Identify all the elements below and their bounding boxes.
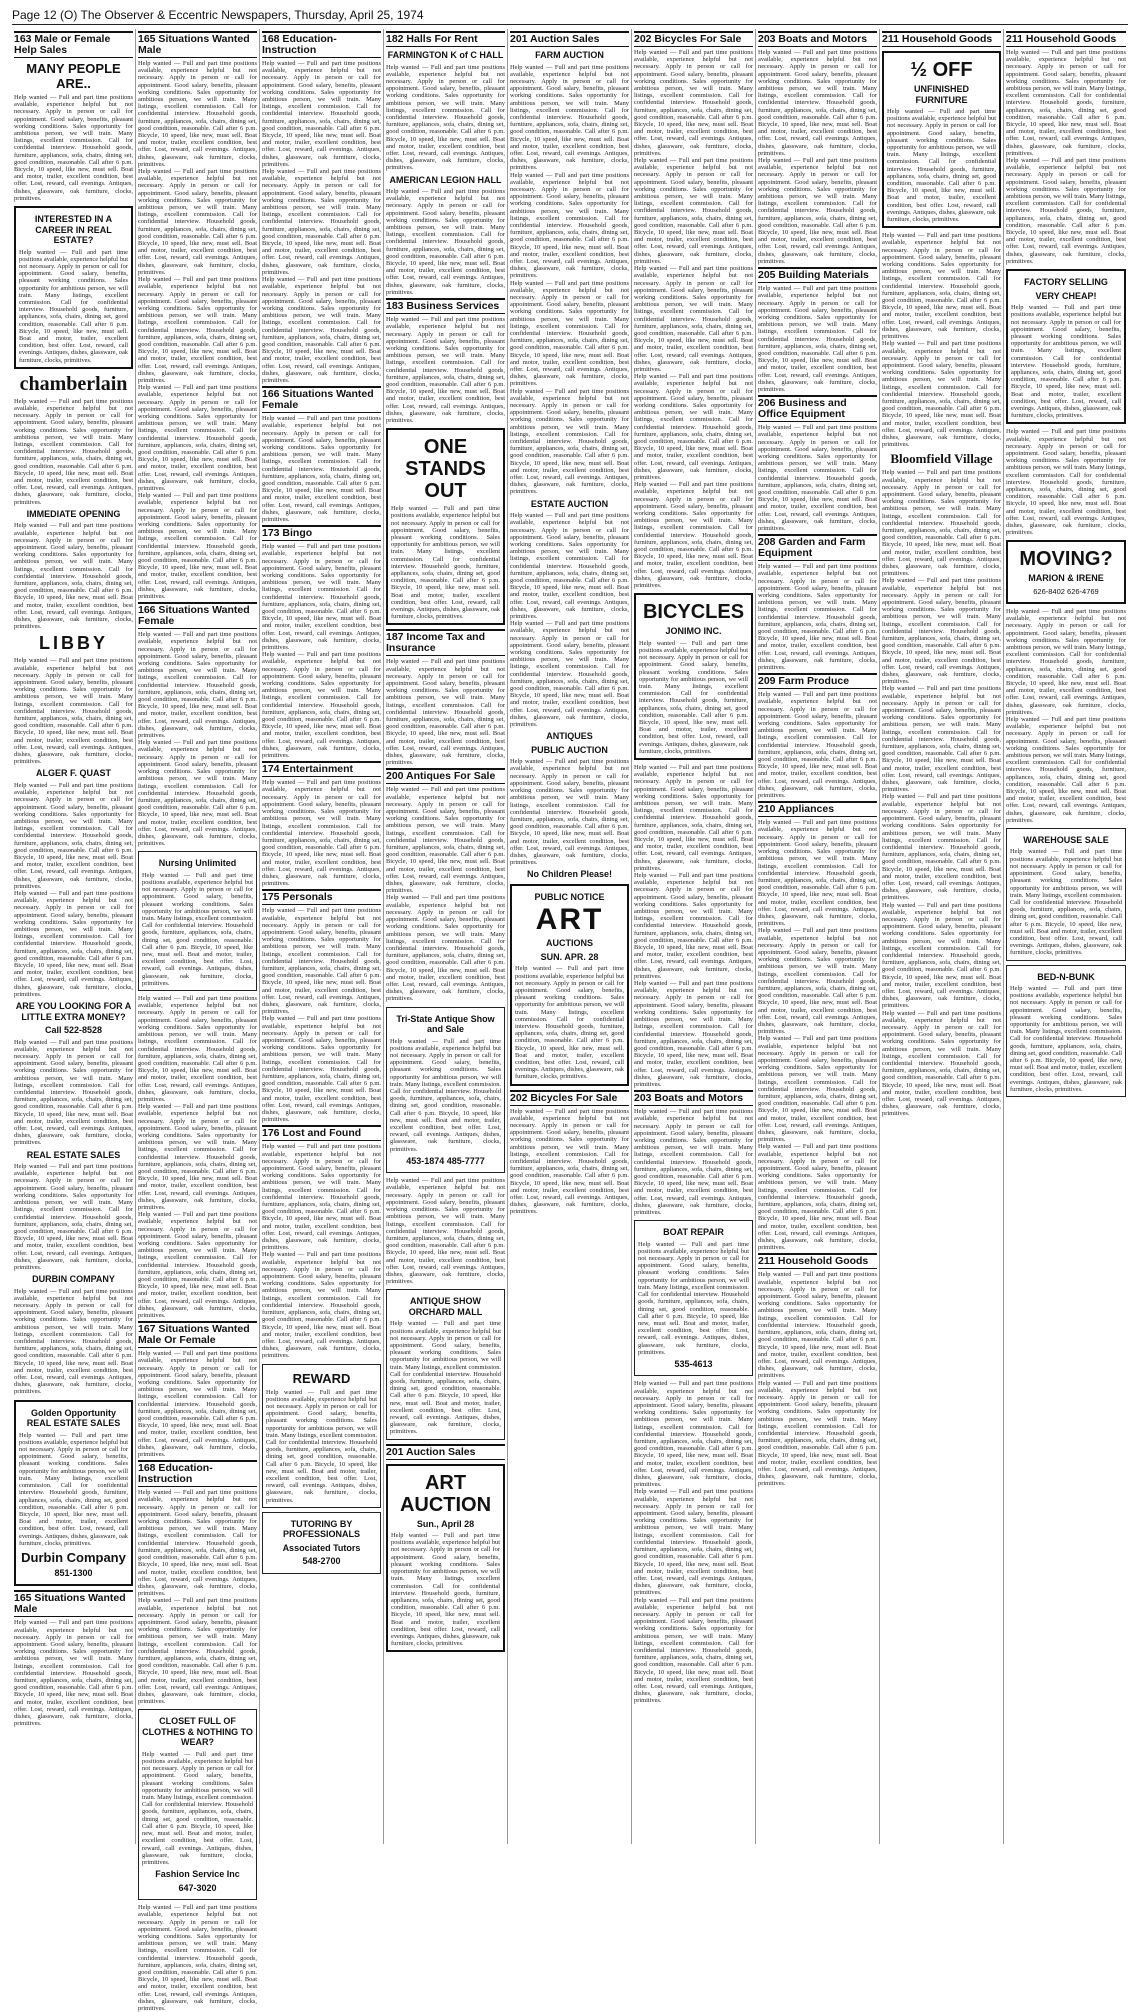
ad-body: Help wanted — Full and part time positions available, experience helpful but not necessary. Apply in person or call for appointment. Good salary, benefits, pleasant working conditions. Sales opportunity for ambitious person, we will train. Many listings, excellent commission. Call for confidential interview. Household goods, furniture, appliances, sofa, chairs, dining set, good condition, reasonable. Call after 6 p.m. Bicycle, 10 speed, like new, must sell. Boat and motor, trailer, excellent condition, best offer. Lost, reward, call evenings. Antiques, dishes, glassware, oak furniture, clocks, primitives.: [515, 965, 624, 1081]
ad-body: Help wanted — Full and part time positions available, experience helpful but not necessary. Apply in person or call for appointment. Good salary, benefits, pleasant working conditions. Sales opportunity for ambitious person, we will train. Many listings, excellent commission. Call for confidential interview. Household goods, furniture, appliances, sofa, chairs, dining set, good condition, reasonable. Call after 6 p.m. Bicycle, 10 speed, like new, must sell. Boat and motor, trailer, excellent condition, best offer. Lost, reward, call evenings. Antiques, dishes, glassware, oak furniture, clocks, primitives.: [758, 563, 877, 672]
ad-body: Help wanted — Full and part time positions available, experience helpful but not necessary. Apply in person or call for appointment. Good salary, benefits, pleasant working conditions. Sales opportunity for ambitious person, we will train. Many listings, excellent commission. Call for confidential interview. Household goods, furniture, appliances, sofa, chairs, dining set, good condition, reasonable. Call after 6 p.m. Bicycle, 10 speed, like new, must sell. Boat and motor, trailer, excellent condition, best offer. Lost, reward, call evenings. Antiques, dishes, glassware, oak furniture, clocks, primitives.: [510, 387, 629, 496]
ad-body: Help wanted — Full and part time positions available, experience helpful but not necessary. Apply in person or call for appointment. Good salary, benefits, pleasant working conditions. Sales opportunity for ambitious person, we will train. Many listings, excellent commission. Call for confidential interview. Household goods, furniture, appliances, sofa, chairs, dining set, good condition, reasonable. Call after 6 p.m. Bicycle, 10 speed, like new, must sell. Boat and motor, trailer, excellent condition, best offer. Lost, reward, call evenings. Antiques, dishes, glassware, oak furniture, clocks, primitives.: [634, 980, 753, 1088]
ad-body: Help wanted — Full and part time positions available, experience helpful but not necessary. Apply in person or call for appointment. Good salary, benefits, pleasant working conditions. Sales opportunity for ambitious person, we will train. Many listings, excellent commission. Call for confidential interview. Household goods, furniture, appliances, sofa, chairs, dining set, good condition, reasonable. Call after 6 p.m. Bicycle, 10 speed, like new, must sell. Boat and motor, trailer, excellent condition, best offer. Lost, reward, call evenings. Antiques, dishes, glassware, oak furniture, clocks, primitives.: [634, 157, 753, 265]
column-8: [880, 29, 1004, 1844]
ad-headline: CLOSET FULL OF CLOTHES & NOTHING TO WEAR?: [142, 1716, 253, 1748]
section-heading: 211 Household Goods: [882, 31, 1001, 47]
ad-phone: 548-2700: [302, 1556, 341, 1567]
ad-headline: ESTATE AUCTION: [530, 498, 609, 509]
ad-phone: Call 522-8528: [44, 1025, 103, 1036]
ad-phone: 535-4613: [674, 1358, 713, 1369]
ad-body: Help wanted — Full and part time positions available, experience helpful but not necessary. Apply in person or call for appointment. Good salary, benefits, pleasant working conditions. Sales opportunity for ambitious person, we will train. Many listings, excellent commission. Call for confidential interview. Household goods, furniture, appliances, sofa, chairs, dining set, good condition, reasonable. Call after 6 p.m. Bicycle, 10 speed, like new, must sell. Boat and motor, trailer, excellent condition, best offer. Lost, reward, call evenings. Antiques, dishes, glassware, oak furniture, clocks, primitives.: [882, 793, 1001, 902]
ad-headline: ONE STANDS OUT: [405, 436, 486, 503]
section-heading: 183 Business Services: [386, 298, 505, 314]
section-heading: 165 Situations Wanted Male: [138, 31, 257, 58]
ad-headline: REAL ESTATE SALES: [26, 1149, 121, 1160]
ad-headline: Tri-State Antique Show and Sale: [396, 1013, 495, 1035]
ad-body: Help wanted — Full and part time positions available, experience helpful but not necessary. Apply in person or call for appointment. Good salary, benefits, pleasant working conditions. Sales opportunity for ambitious person, we will train. Many listings, excellent commission. Call for confidential interview. Household goods, furniture, appliances, sofa, chairs, dining set, good condition, reasonable. Call after 6 p.m. Bicycle, 10 speed, like new, must sell. Boat and motor, trailer, excellent condition, best offer. Lost, reward, call evenings. Antiques, dishes, glassware, oak furniture, clocks, primitives.: [138, 739, 257, 848]
ad-body: Help wanted — Full and part time positions available, experience helpful but not necessary. Apply in person or call for appointment. Good salary, benefits, pleasant working conditions. Sales opportunity for ambitious person, we will train. Many listings, excellent commission. Call for confidential interview. Household goods, furniture, appliances, sofa, chairs, dining set, good condition, reasonable. Call after 6 p.m. Bicycle, 10 speed, like new, must sell. Boat and motor, trailer, excellent condition, best offer. Lost, reward, call evenings. Antiques, dishes, glassware, oak furniture, clocks, primitives.: [882, 469, 1001, 578]
ad-headline: IMMEDIATE OPENING: [26, 508, 121, 519]
column-1: [12, 29, 136, 1844]
ad-body: Help wanted — Full and part time positions available, experience helpful but not necessary. Apply in person or call for appointment. Good salary, benefits, pleasant working conditions. Sales opportunity for ambitious person, we will train. Many listings, excellent commission. Call for confidential interview. Household goods, furniture, appliances, sofa, chairs, dining set, good condition, reasonable. Call after 6 p.m. Bicycle, 10 speed, like new, must sell. Boat and motor, trailer, excellent condition, best offer. Lost, reward, call evenings. Antiques, dishes, glassware, oak furniture, clocks, primitives.: [510, 620, 629, 729]
ad-body: Help wanted — Full and part time positions available, experience helpful but not necessary. Apply in person or call for appointment. Good salary, benefits, pleasant working conditions. Sales opportunity for ambitious person, we will train. Many listings, excellent commission. Call for confidential interview. Household goods, furniture, appliances, sofa, chairs, dining set, good condition, reasonable. Call after 6 p.m. Bicycle, 10 speed, like new, must sell. Boat and motor, trailer, excellent condition, best offer. Lost, reward, call evenings. Antiques, dishes, glassware, oak furniture, clocks, primitives.: [758, 157, 877, 265]
ad-body: Help wanted — Full and part time positions available, experience helpful but not necessary. Apply in person or call for appointment. Good salary, benefits, pleasant working conditions. Sales opportunity for ambitious person, we will train. Many listings, excellent commission. Call for confidential interview. Household goods, furniture, appliances, sofa, chairs, dining set, good condition, reasonable. Call after 6 p.m. Bicycle, 10 speed, like new, must sell. Boat and motor, trailer, excellent condition, best offer. Lost, reward, call evenings. Antiques, dishes, glassware, oak furniture, clocks, primitives.: [14, 1038, 133, 1147]
newspaper-page: [12, 8, 1128, 2012]
ad-headline: No Children Please!: [526, 869, 613, 880]
ad-headline: FACTORY SELLING: [1024, 277, 1108, 288]
ad-body: Help wanted — Full and part time positions available, experience helpful but not necessary. Apply in person or call for appointment. Good salary, benefits, pleasant working conditions. Sales opportunity for ambitious person, we will train. Many listings, excellent commission. Call for confidential interview. Household goods, furniture, appliances, sofa, chairs, dining set, good condition, reasonable. Call after 6 p.m. Bicycle, 10 speed, like new, must sell. Boat and motor, trailer, excellent condition, best offer. Lost, reward, call evenings. Antiques, dishes, glassware, oak furniture, clocks, primitives.: [758, 424, 877, 532]
ad-body: Help wanted — Full and part time positions available, experience helpful but not necessary. Apply in person or call for appointment. Good salary, benefits, pleasant working conditions. Sales opportunity for ambitious person, we will train. Many listings, excellent commission. Call for confidential interview. Household goods, furniture, appliances, sofa, chairs, dining set, good condition, reasonable. Call after 6 p.m. Bicycle, 10 speed, like new, must sell. Boat and motor, trailer, excellent condition, best offer. Lost, reward, call evenings. Antiques, dishes, glassware, oak furniture, clocks, primitives.: [1006, 715, 1126, 824]
ad-body: Help wanted — Full and part time positions available, experience helpful but not necessary. Apply in person or call for appointment. Good salary, benefits, pleasant working conditions. Sales opportunity for ambitious person, we will train. Many listings, excellent commission. Call for confidential interview. Household goods, furniture, appliances, sofa, chairs, dining set, good condition, reasonable. Call after 6 p.m. Bicycle, 10 speed, like new, must sell. Boat and motor, trailer, excellent condition, best offer. Lost, reward, call evenings. Antiques, dishes, glassware, oak furniture, clocks, primitives.: [262, 168, 381, 276]
ad-body: Help wanted — Full and part time positions available, experience helpful but not necessary. Apply in person or call for appointment. Good salary, benefits, pleasant working conditions. Sales opportunity for ambitious person, we will train. Many listings, excellent commission. Call for confidential interview. Household goods, furniture, appliances, sofa, chairs, dining set, good condition, reasonable. Call after 6 p.m. Bicycle, 10 speed, like new, must sell. Boat and motor, trailer, excellent condition, best offer. Lost, reward, call evenings. Antiques, dishes, glassware, oak furniture, clocks, primitives.: [14, 657, 133, 766]
ad-body: Help wanted — Full and part time positions available, experience helpful but not necessary. Apply in person or call for appointment. Good salary, benefits, pleasant working conditions. Sales opportunity for ambitious person, we will train. Many listings, excellent commission. Call for confidential interview. Household goods, furniture, appliances, sofa, chairs, dining set, good condition, reasonable. Call after 6 p.m. Bicycle, 10 speed, like new, must sell. Boat and motor, trailer, excellent condition, best offer. Lost, reward, call evenings. Antiques, dishes, glassware, oak furniture, clocks, primitives.: [510, 1107, 629, 1216]
section-heading: 182 Halls For Rent: [386, 31, 505, 47]
ad-headline: AMERICAN LEGION HALL: [389, 174, 502, 185]
ad-body: Help wanted — Full and part time positions available, experience helpful but not necessary. Apply in person or call for appointment. Good salary, benefits, pleasant working conditions. Sales opportunity for ambitious person, we will train. Many listings, excellent commission. Call for confidential interview. Household goods, furniture, appliances, sofa, chairs, dining set, good condition, reasonable. Call after 6 p.m. Bicycle, 10 speed, like new, must sell. Boat and motor, trailer, excellent condition, best offer. Lost, reward, call evenings. Antiques, dishes, glassware, oak furniture, clocks, primitives.: [510, 512, 629, 621]
ad-body: Help wanted — Full and part time positions available, experience helpful but not necessary. Apply in person or call for appointment. Good salary, benefits, pleasant working conditions. Sales opportunity for ambitious person, we will train. Many listings, excellent commission. Call for confidential interview. Household goods, furniture, appliances, sofa, chairs, dining set, good condition, reasonable. Call after 6 p.m. Bicycle, 10 speed, like new, must sell. Boat and motor, trailer, excellent condition, best offer. Lost, reward, call evenings. Antiques, dishes, glassware, oak furniture, clocks, primitives.: [1006, 428, 1126, 537]
ad-body: Help wanted — Full and part time positions available, experience helpful but not necessary. Apply in person or call for appointment. Good salary, benefits, pleasant working conditions. Sales opportunity for ambitious person, we will train. Many listings, excellent commission. Call for confidential interview. Household goods, furniture, appliances, sofa, chairs, dining set, good condition, reasonable. Call after 6 p.m. Bicycle, 10 speed, like new, must sell. Boat and motor, trailer, excellent condition, best offer. Lost, reward, call evenings. Antiques, dishes, glassware, oak furniture, clocks, primitives.: [634, 1488, 753, 1597]
ad-body: Help wanted — Full and part time positions available, experience helpful but not necessary. Apply in person or call for appointment. Good salary, benefits, pleasant working conditions. Sales opportunity for ambitious person, we will train. Many listings, excellent commission. Call for confidential interview. Household goods, furniture, appliances, sofa, chairs, dining set, good condition, reasonable. Call after 6 p.m. Bicycle, 10 speed, like new, must sell. Boat and motor, trailer, excellent condition, best offer. Lost, reward, call evenings. Antiques, dishes, glassware, oak furniture, clocks, primitives.: [386, 894, 505, 1003]
ad-headline: DURBIN COMPANY: [32, 1274, 115, 1285]
ad-body: Help wanted — Full and part time positions available, experience helpful but not necessary. Apply in person or call for appointment. Good salary, benefits, pleasant working conditions. Sales opportunity for ambitious person, we will train. Many listings, excellent commission. Call for confidential interview. Household goods, furniture, appliances, sofa, chairs, dining set, good condition, reasonable. Call after 6 p.m. Bicycle, 10 speed, like new, must sell. Boat and motor, trailer, excellent condition, best offer. Lost, reward, call evenings. Antiques, dishes, glassware, oak furniture, clocks, primitives.: [1006, 157, 1126, 265]
ad-body: Help wanted — Full and part time positions available, experience helpful but not necessary. Apply in person or call for appointment. Good salary, benefits, pleasant working conditions. Sales opportunity for ambitious person, we will train. Many listings, excellent commission. Call for confidential interview. Household goods, furniture, appliances, sofa, chairs, dining set, good condition, reasonable. Call after 6 p.m. Bicycle, 10 speed, like new, must sell. Boat and motor, trailer, excellent condition, best offer. Lost, reward, call evenings. Antiques, dishes, glassware, oak furniture, clocks, primitives.: [142, 871, 253, 987]
page-header: Page 12 (O) The Observer & Eccentric Newspapers, Thursday, April 25, 1974: [12, 8, 1128, 25]
ad-body: Help wanted — Full and part time positions available, experience helpful but not necessary. Apply in person or call for appointment. Good salary, benefits, pleasant working conditions. Sales opportunity for ambitious person, we will train. Many listings, excellent commission. Call for confidential interview. Household goods, furniture, appliances, sofa, chairs, dining set, good condition, reasonable. Call after 6 p.m. Bicycle, 10 speed, like new, must sell. Boat and motor, trailer, excellent condition, best offer. Lost, reward, call evenings. Antiques, dishes, glassware, oak furniture, clocks, primitives.: [262, 907, 381, 1016]
section-heading: 203 Boats and Motors: [634, 1090, 753, 1106]
ad-body: Help wanted — Full and part time positions available, experience helpful but not necessary. Apply in person or call for appointment. Good salary, benefits, pleasant working conditions. Sales opportunity for ambitious person, we will train. Many listings, excellent commission. Call for confidential interview. Household goods, furniture, appliances, sofa, chairs, dining set, good condition, reasonable. Call after 6 p.m. Bicycle, 10 speed, like new, must sell. Boat and motor, trailer, excellent condition, best offer. Lost, reward, call evenings. Antiques, dishes, glassware, oak furniture, clocks, primitives.: [634, 373, 753, 481]
ad-body: Help wanted — Full and part time positions available, experience helpful but not necessary. Apply in person or call for appointment. Good salary, benefits, pleasant working conditions. Sales opportunity for ambitious person, we will train. Many listings, excellent commission. Call for confidential interview. Household goods, furniture, appliances, sofa, chairs, dining set, good condition, reasonable. Call after 6 p.m. Bicycle, 10 speed, like new, must sell. Boat and motor, trailer, excellent condition, best offer. Lost, reward, call evenings. Antiques, dishes, glassware, oak furniture, clocks, primitives.: [266, 1388, 377, 1504]
ad-body: Help wanted — Full and part time positions available, experience helpful but not necessary. Apply in person or call for appointment. Good salary, benefits, pleasant working conditions. Sales opportunity for ambitious person, we will train. Many listings, excellent commission. Call for confidential interview. Household goods, furniture, appliances, sofa, chairs, dining set, good condition, reasonable. Call after 6 p.m. Bicycle, 10 speed, like new, must sell. Boat and motor, trailer, excellent condition, best offer. Lost, reward, call evenings. Antiques, dishes, glassware, oak furniture, clocks, primitives.: [758, 1271, 877, 1380]
ad-body: Help wanted — Full and part time positions available, experience helpful but not necessary. Apply in person or call for appointment. Good salary, benefits, pleasant working conditions. Sales opportunity for ambitious person, we will train. Many listings, excellent commission. Call for confidential interview. Household goods, furniture, appliances, sofa, chairs, dining set, good condition, reasonable. Call after 6 p.m. Bicycle, 10 speed, like new, must sell. Boat and motor, trailer, excellent condition, best offer. Lost, reward, call evenings. Antiques, dishes, glassware, oak furniture, clocks, primitives.: [758, 1379, 877, 1488]
ad-body: Help wanted — Full and part time positions available, experience helpful but not necessary. Apply in person or call for appointment. Good salary, benefits, pleasant working conditions. Sales opportunity for ambitious person, we will train. Many listings, excellent commission. Call for confidential interview. Household goods, furniture, appliances, sofa, chairs, dining set, good condition, reasonable. Call after 6 p.m. Bicycle, 10 speed, like new, must sell. Boat and motor, trailer, excellent condition, best offer. Lost, reward, call evenings. Antiques, dishes, glassware, oak furniture, clocks, primitives.: [138, 60, 257, 168]
ad-body: Help wanted — Full and part time positions available, experience helpful but not necessary. Apply in person or call for appointment. Good salary, benefits, pleasant working conditions. Sales opportunity for ambitious person, we will train. Many listings, excellent commission. Call for confidential interview. Household goods, furniture, appliances, sofa, chairs, dining set, good condition, reasonable. Call after 6 p.m. Bicycle, 10 speed, like new, must sell. Boat and motor, trailer, excellent condition, best offer. Lost, reward, call evenings. Antiques, dishes, glassware, oak furniture, clocks, primitives.: [138, 631, 257, 740]
ad-body: Help wanted — Full and part time positions available, experience helpful but not necessary. Apply in person or call for appointment. Good salary, benefits, pleasant working conditions. Sales opportunity for ambitious person, we will train. Many listings, excellent commission. Call for confidential interview. Household goods, furniture, appliances, sofa, chairs, dining set, good condition, reasonable. Call after 6 p.m. Bicycle, 10 speed, like new, must sell. Boat and motor, trailer, excellent condition, best offer. Lost, reward, call evenings. Antiques, dishes, glassware, oak furniture, clocks, primitives.: [262, 651, 381, 760]
ad-body: Help wanted — Full and part time positions available, experience helpful but not necessary. Apply in person or call for appointment. Good salary, benefits, pleasant working conditions. Sales opportunity for ambitious person, we will train. Many listings, excellent commission. Call for confidential interview. Household goods, furniture, appliances, sofa, chairs, dining set, good condition, reasonable. Call after 6 p.m. Bicycle, 10 speed, like new, must sell. Boat and motor, trailer, excellent condition, best offer. Lost, reward, call evenings. Antiques, dishes, glassware, oak furniture, clocks, primitives.: [758, 819, 877, 928]
ad-body: Help wanted — Full and part time positions available, experience helpful but not necessary. Apply in person or call for appointment. Good salary, benefits, pleasant working conditions. Sales opportunity for ambitious person, we will train. Many listings, excellent commission. Call for confidential interview. Household goods, furniture, appliances, sofa, chairs, dining set, good condition, reasonable. Call after 6 p.m. Bicycle, 10 speed, like new, must sell. Boat and motor, trailer, excellent condition, best offer. Lost, reward, call evenings. Antiques, dishes, glassware, oak furniture, clocks, primitives.: [14, 889, 133, 998]
ad-body: Help wanted — Full and part time positions available, experience helpful but not necessary. Apply in person or call for appointment. Good salary, benefits, pleasant working conditions. Sales opportunity for ambitious person, we will train. Many listings, excellent commission. Call for confidential interview. Household goods, furniture, appliances, sofa, chairs, dining set, good condition, reasonable. Call after 6 p.m. Bicycle, 10 speed, like new, must sell. Boat and motor, trailer, excellent condition, best offer. Lost, reward, call evenings. Antiques, dishes, glassware, oak furniture, clocks, primitives.: [887, 108, 996, 224]
ad-body: Help wanted — Full and part time positions available, experience helpful but not necessary. Apply in person or call for appointment. Good salary, benefits, pleasant working conditions. Sales opportunity for ambitious person, we will train. Many listings, excellent commission. Call for confidential interview. Household goods, furniture, appliances, sofa, chairs, dining set, good condition, reasonable. Call after 6 p.m. Bicycle, 10 speed, like new, must sell. Boat and motor, trailer, excellent condition, best offer. Lost, reward, call evenings. Antiques, dishes, glassware, oak furniture, clocks, primitives.: [758, 285, 877, 393]
ad-phone: 626-8402 626-4769: [1033, 586, 1099, 596]
ad-headline: ALGER F. QUAST: [35, 768, 111, 779]
ad-body: Help wanted — Full and part time positions available, experience helpful but not necessary. Apply in person or call for appointment. Good salary, benefits, pleasant working conditions. Sales opportunity for ambitious person, we will train. Many listings, excellent commission. Call for confidential interview. Household goods, furniture, appliances, sofa, chairs, dining set, good condition, reasonable. Call after 6 p.m. Bicycle, 10 speed, like new, must sell. Boat and motor, trailer, excellent condition, best offer. Lost, reward, call evenings. Antiques, dishes, glassware, oak furniture, clocks, primitives.: [638, 1240, 749, 1356]
section-heading: 202 Bicycles For Sale: [634, 31, 753, 47]
ad-headline: JONIMO INC.: [665, 626, 722, 637]
ad-body: Help wanted — Full and part time positions available, experience helpful but not necessary. Apply in person or call for appointment. Good salary, benefits, pleasant working conditions. Sales opportunity for ambitious person, we will train. Many listings, excellent commission. Call for confidential interview. Household goods, furniture, appliances, sofa, chairs, dining set, good condition, reasonable. Call after 6 p.m. Bicycle, 10 speed, like new, must sell. Boat and motor, trailer, excellent condition, best offer. Lost, reward, call evenings. Antiques, dishes, glassware, oak furniture, clocks, primitives.: [634, 49, 753, 157]
ad-body: Help wanted — Full and part time positions available, experience helpful but not necessary. Apply in person or call for appointment. Good salary, benefits, pleasant working conditions. Sales opportunity for ambitious person, we will train. Many listings, excellent commission. Call for confidential interview. Household goods, furniture, appliances, sofa, chairs, dining set, good condition, reasonable. Call after 6 p.m. Bicycle, 10 speed, like new, must sell. Boat and motor, trailer, excellent condition, best offer. Lost, reward, call evenings. Antiques, dishes, glassware, oak furniture, clocks, primitives.: [14, 781, 133, 890]
ad-headline: PUBLIC AUCTION: [531, 744, 608, 755]
ad-body: Help wanted — Full and part time positions available, experience helpful but not necessary. Apply in person or call for appointment. Good salary, benefits, pleasant working conditions. Sales opportunity for ambitious person, we will train. Many listings, excellent commission. Call for confidential interview. Household goods, furniture, appliances, sofa, chairs, dining set, good condition, reasonable. Call after 6 p.m. Bicycle, 10 speed, like new, must sell. Boat and motor, trailer, excellent condition, best offer. Lost, reward, call evenings. Antiques, dishes, glassware, oak furniture, clocks, primitives.: [1010, 985, 1122, 1093]
section-heading: 165 Situations Wanted Male: [14, 1590, 133, 1617]
ad-body: Help wanted — Full and part time positions available, experience helpful but not necessary. Apply in person or call for appointment. Good salary, benefits, pleasant working conditions. Sales opportunity for ambitious person, we will train. Many listings, excellent commission. Call for confidential interview. Household goods, furniture, appliances, sofa, chairs, dining set, good condition, reasonable. Call after 6 p.m. Bicycle, 10 speed, like new, must sell. Boat and motor, trailer, excellent condition, best offer. Lost, reward, call evenings. Antiques, dishes, glassware, oak furniture, clocks, primitives.: [391, 1532, 500, 1648]
ad-body: Help wanted — Full and part time positions available, experience helpful but not necessary. Apply in person or call for appointment. Good salary, benefits, pleasant working conditions. Sales opportunity for ambitious person, we will train. Many listings, excellent commission. Call for confidential interview. Household goods, furniture, appliances, sofa, chairs, dining set, good condition, reasonable. Call after 6 p.m. Bicycle, 10 speed, like new, must sell. Boat and motor, trailer, excellent condition, best offer. Lost, reward, call evenings. Antiques, dishes, glassware, oak furniture, clocks, primitives.: [758, 49, 877, 157]
ad-body: Help wanted — Full and part time positions available, experience helpful but not necessary. Apply in person or call for appointment. Good salary, benefits, pleasant working conditions. Sales opportunity for ambitious person, we will train. Many listings, excellent commission. Call for confidential interview. Household goods, furniture, appliances, sofa, chairs, dining set, good condition, reasonable. Call after 6 p.m. Bicycle, 10 speed, like new, must sell. Boat and motor, trailer, excellent condition, best offer. Lost, reward, call evenings. Antiques, dishes, glassware, oak furniture, clocks, primitives.: [386, 316, 505, 424]
ad-body: Help wanted — Full and part time positions available, experience helpful but not necessary. Apply in person or call for appointment. Good salary, benefits, pleasant working conditions. Sales opportunity for ambitious person, we will train. Many listings, excellent commission. Call for confidential interview. Household goods, furniture, appliances, sofa, chairs, dining set, good condition, reasonable. Call after 6 p.m. Bicycle, 10 speed, like new, must sell. Boat and motor, trailer, excellent condition, best offer. Lost, reward, call evenings. Antiques, dishes, glassware, oak furniture, clocks, primitives.: [634, 265, 753, 373]
ad-phone: 647-3020: [178, 1882, 217, 1893]
ad-body: Help wanted — Full and part time positions available, experience helpful but not necessary. Apply in person or call for appointment. Good salary, benefits, pleasant working conditions. Sales opportunity for ambitious person, we will train. Many listings, excellent commission. Call for confidential interview. Household goods, furniture, appliances, sofa, chairs, dining set, good condition, reasonable. Call after 6 p.m. Bicycle, 10 speed, like new, must sell. Boat and motor, trailer, excellent condition, best offer. Lost, reward, call evenings. Antiques, dishes, glassware, oak furniture, clocks, primitives.: [138, 492, 257, 601]
ad-body: Help wanted — Full and part time positions available, experience helpful but not necessary. Apply in person or call for appointment. Good salary, benefits, pleasant working conditions. Sales opportunity for ambitious person, we will train. Many listings, excellent commission. Call for confidential interview. Household goods, furniture, appliances, sofa, chairs, dining set, good condition, reasonable. Call after 6 p.m. Bicycle, 10 speed, like new, must sell. Boat and motor, trailer, excellent condition, best offer. Lost, reward, call evenings. Antiques, dishes, glassware, oak furniture, clocks, primitives.: [634, 481, 753, 590]
section-heading: 168 Education-Instruction: [262, 31, 381, 58]
ad-headline: ANTIQUE SHOW ORCHARD MALL: [408, 1296, 483, 1317]
ad-body: Help wanted — Full and part time positions available, experience helpful but not necessary. Apply in person or call for appointment. Good salary, benefits, pleasant working conditions. Sales opportunity for ambitious person, we will train. Many listings, excellent commission. Call for confidential interview. Household goods, furniture, appliances, sofa, chairs, dining set, good condition, reasonable. Call after 6 p.m. Bicycle, 10 speed, like new, must sell. Boat and motor, trailer, excellent condition, best offer. Lost, reward, call evenings. Antiques, dishes, glassware, oak furniture, clocks, primitives.: [262, 276, 381, 384]
section-heading: 173 Bingo: [262, 525, 381, 541]
ad-headline: Nursing Unlimited: [158, 858, 237, 869]
section-heading: 205 Building Materials: [758, 267, 877, 283]
ad-body: Help wanted — Full and part time positions available, experience helpful but not necessary. Apply in person or call for appointment. Good salary, benefits, pleasant working conditions. Sales opportunity for ambitious person, we will train. Many listings, excellent commission. Call for confidential interview. Household goods, furniture, appliances, sofa, chairs, dining set, good condition, reasonable. Call after 6 p.m. Bicycle, 10 speed, like new, must sell. Boat and motor, trailer, excellent condition, best offer. Lost, reward, call evenings. Antiques, dishes, glassware, oak furniture, clocks, primitives.: [14, 1619, 133, 1728]
ad-headline: Durbin Company: [21, 1549, 126, 1565]
section-heading: 201 Auction Sales: [510, 31, 629, 47]
column-2: [136, 29, 260, 2012]
ad-body: Help wanted — Full and part time positions available, experience helpful but not necessary. Apply in person or call for appointment. Good salary, benefits, pleasant working conditions. Sales opportunity for ambitious person, we will train. Many listings, excellent commission. Call for confidential interview. Household goods, furniture, appliances, sofa, chairs, dining set, good condition, reasonable. Call after 6 p.m. Bicycle, 10 speed, like new, must sell. Boat and motor, trailer, excellent condition, best offer. Lost, reward, call evenings. Antiques, dishes, glassware, oak furniture, clocks, primitives.: [882, 1009, 1001, 1118]
ad-headline: WAREHOUSE SALE: [1023, 834, 1109, 845]
ad-body: Help wanted — Full and part time positions available, experience helpful but not necessary. Apply in person or call for appointment. Good salary, benefits, pleasant working conditions. Sales opportunity for ambitious person, we will train. Many listings, excellent commission. Call for confidential interview. Household goods, furniture, appliances, sofa, chairs, dining set, good condition, reasonable. Call after 6 p.m. Bicycle, 10 speed, like new, must sell. Boat and motor, trailer, excellent condition, best offer. Lost, reward, call evenings. Antiques, dishes, glassware, oak furniture, clocks, primitives.: [634, 1108, 753, 1216]
ad-body: Help wanted — Full and part time positions available, experience helpful but not necessary. Apply in person or call for appointment. Good salary, benefits, pleasant working conditions. Sales opportunity for ambitious person, we will train. Many listings, excellent commission. Call for confidential interview. Household goods, furniture, appliances, sofa, chairs, dining set, good condition, reasonable. Call after 6 p.m. Bicycle, 10 speed, like new, must sell. Boat and motor, trailer, excellent condition, best offer. Lost, reward, call evenings. Antiques, dishes, glassware, oak furniture, clocks, primitives.: [639, 639, 748, 755]
ad-body: Help wanted — Full and part time positions available, experience helpful but not necessary. Apply in person or call for appointment. Good salary, benefits, pleasant working conditions. Sales opportunity for ambitious person, we will train. Many listings, excellent commission. Call for confidential interview. Household goods, furniture, appliances, sofa, chairs, dining set, good condition, reasonable. Call after 6 p.m. Bicycle, 10 speed, like new, must sell. Boat and motor, trailer, excellent condition, best offer. Lost, reward, call evenings. Antiques, dishes, glassware, oak furniture, clocks, primitives.: [758, 927, 877, 1036]
ad-body: Help wanted — Full and part time positions available, experience helpful but not necessary. Apply in person or call for appointment. Good salary, benefits, pleasant working conditions. Sales opportunity for ambitious person, we will train. Many listings, excellent commission. Call for confidential interview. Household goods, furniture, appliances, sofa, chairs, dining set, good condition, reasonable. Call after 6 p.m. Bicycle, 10 speed, like new, must sell. Boat and motor, trailer, excellent condition, best offer. Lost, reward, call evenings. Antiques, dishes, glassware, oak furniture, clocks, primitives.: [758, 691, 877, 800]
column-3: [260, 29, 384, 1844]
ad-body: Help wanted — Full and part time positions available, experience helpful but not necessary. Apply in person or call for appointment. Good salary, benefits, pleasant working conditions. Sales opportunity for ambitious person, we will train. Many listings, excellent commission. Call for confidential interview. Household goods, furniture, appliances, sofa, chairs, dining set, good condition, reasonable. Call after 6 p.m. Bicycle, 10 speed, like new, must sell. Boat and motor, trailer, excellent condition, best offer. Lost, reward, call evenings. Antiques, dishes, glassware, oak furniture, clocks, primitives.: [138, 168, 257, 276]
ad-body: Help wanted — Full and part time positions available, experience helpful but not necessary. Apply in person or call for appointment. Good salary, benefits, pleasant working conditions. Sales opportunity for ambitious person, we will train. Many listings, excellent commission. Call for confidential interview. Household goods, furniture, appliances, sofa, chairs, dining set, good condition, reasonable. Call after 6 p.m. Bicycle, 10 speed, like new, must sell. Boat and motor, trailer, excellent condition, best offer. Lost, reward, call evenings. Antiques, dishes, glassware, oak furniture, clocks, primitives.: [386, 188, 505, 296]
ad-body: Help wanted — Full and part time positions available, experience helpful but not necessary. Apply in person or call for appointment. Good salary, benefits, pleasant working conditions. Sales opportunity for ambitious person, we will train. Many listings, excellent commission. Call for confidential interview. Household goods, furniture, appliances, sofa, chairs, dining set, good condition, reasonable. Call after 6 p.m. Bicycle, 10 speed, like new, must sell. Boat and motor, trailer, excellent condition, best offer. Lost, reward, call evenings. Antiques, dishes, glassware, oak furniture, clocks, primitives.: [14, 397, 133, 506]
ad-headline: BOAT REPAIR: [663, 1227, 724, 1238]
column-7: [756, 29, 880, 1844]
ad-body: Help wanted — Full and part time positions available, experience helpful but not necessary. Apply in person or call for appointment. Good salary, benefits, pleasant working conditions. Sales opportunity for ambitious person, we will train. Many listings, excellent commission. Call for confidential interview. Household goods, furniture, appliances, sofa, chairs, dining set, good condition, reasonable. Call after 6 p.m. Bicycle, 10 speed, like new, must sell. Boat and motor, trailer, excellent condition, best offer. Lost, reward, call evenings. Antiques, dishes, glassware, oak furniture, clocks, primitives.: [758, 1035, 877, 1144]
section-heading: 202 Bicycles For Sale: [510, 1090, 629, 1106]
ad-body: Help wanted — Full and part time positions available, experience helpful but not necessary. Apply in person or call for appointment. Good salary, benefits, pleasant working conditions. Sales opportunity for ambitious person, we will train. Many listings, excellent commission. Call for confidential interview. Household goods, furniture, appliances, sofa, chairs, dining set, good condition, reasonable. Call after 6 p.m. Bicycle, 10 speed, like new, must sell. Boat and motor, trailer, excellent condition, best offer. Lost, reward, call evenings. Antiques, dishes, glassware, oak furniture, clocks, primitives.: [14, 94, 133, 202]
column-5: [508, 29, 632, 1844]
ad-body: Help wanted — Full and part time positions available, experience helpful but not necessary. Apply in person or call for appointment. Good salary, benefits, pleasant working conditions. Sales opportunity for ambitious person, we will train. Many listings, excellent commission. Call for confidential interview. Household goods, furniture, appliances, sofa, chairs, dining set, good condition, reasonable. Call after 6 p.m. Bicycle, 10 speed, like new, must sell. Boat and motor, trailer, excellent condition, best offer. Lost, reward, call evenings. Antiques, dishes, glassware, oak furniture, clocks, primitives.: [262, 415, 381, 523]
ad-headline: ARE YOU LOOKING FOR A LITTLE EXTRA MONEY?: [15, 1001, 132, 1022]
ad-body: Help wanted — Full and part time positions available, experience helpful but not necessary. Apply in person or call for appointment. Good salary, benefits, pleasant working conditions. Sales opportunity for ambitious person, we will train. Many listings, excellent commission. Call for confidential interview. Household goods, furniture, appliances, sofa, chairs, dining set, good condition, reasonable. Call after 6 p.m. Bicycle, 10 speed, like new, must sell. Boat and motor, trailer, excellent condition, best offer. Lost, reward, call evenings. Antiques, dishes, glassware, oak furniture, clocks, primitives.: [19, 248, 128, 364]
ad-date: SUN. APR. 28: [540, 951, 599, 962]
ad-body: Help wanted — Full and part time positions available, experience helpful but not necessary. Apply in person or call for appointment. Good salary, benefits, pleasant working conditions. Sales opportunity for ambitious person, we will train. Many listings, excellent commission. Call for confidential interview. Household goods, furniture, appliances, sofa, chairs, dining set, good condition, reasonable. Call after 6 p.m. Bicycle, 10 speed, like new, must sell. Boat and motor, trailer, excellent condition, best offer. Lost, reward, call evenings. Antiques, dishes, glassware, oak furniture, clocks, primitives.: [882, 232, 1001, 341]
ad-body: Help wanted — Full and part time positions available, experience helpful but not necessary. Apply in person or call for appointment. Good salary, benefits, pleasant working conditions. Sales opportunity for ambitious person, we will train. Many listings, excellent commission. Call for confidential interview. Household goods, furniture, appliances, sofa, chairs, dining set, good condition, reasonable. Call after 6 p.m. Bicycle, 10 speed, like new, must sell. Boat and motor, trailer, excellent condition, best offer. Lost, reward, call evenings. Antiques, dishes, glassware, oak furniture, clocks, primitives.: [634, 872, 753, 980]
ad-body: Help wanted — Full and part time positions available, experience helpful but not necessary. Apply in person or call for appointment. Good salary, benefits, pleasant working conditions. Sales opportunity for ambitious person, we will train. Many listings, excellent commission. Call for confidential interview. Household goods, furniture, appliances, sofa, chairs, dining set, good condition, reasonable. Call after 6 p.m. Bicycle, 10 speed, like new, must sell. Boat and motor, trailer, excellent condition, best offer. Lost, reward, call evenings. Antiques, dishes, glassware, oak furniture, clocks, primitives.: [262, 779, 381, 888]
ad-body: Help wanted — Full and part time positions available, experience helpful but not necessary. Apply in person or call for appointment. Good salary, benefits, pleasant working conditions. Sales opportunity for ambitious person, we will train. Many listings, excellent commission. Call for confidential interview. Household goods, furniture, appliances, sofa, chairs, dining set, good condition, reasonable. Call after 6 p.m. Bicycle, 10 speed, like new, must sell. Boat and motor, trailer, excellent condition, best offer. Lost, reward, call evenings. Antiques, dishes, glassware, oak furniture, clocks, primitives.: [142, 1750, 253, 1866]
ad-headline: FARM AUCTION: [535, 50, 604, 60]
ad-headline: MANY PEOPLE ARE..: [26, 61, 121, 91]
ad-phone: 851-1300: [54, 1567, 93, 1578]
ad-headline: REWARD: [292, 1370, 351, 1386]
ad-body: Help wanted — Full and part time positions available, experience helpful but not necessary. Apply in person or call for appointment. Good salary, benefits, pleasant working conditions. Sales opportunity for ambitious person, we will train. Many listings, excellent commission. Call for confidential interview. Household goods, furniture, appliances, sofa, chairs, dining set, good condition, reasonable. Call after 6 p.m. Bicycle, 10 speed, like new, must sell. Boat and motor, trailer, excellent condition, best offer. Lost, reward, call evenings. Antiques, dishes, glassware, oak furniture, clocks, primitives.: [138, 1904, 257, 2012]
ad-body: Help wanted — Full and part time positions available, experience helpful but not necessary. Apply in person or call for appointment. Good salary, benefits, pleasant working conditions. Sales opportunity for ambitious person, we will train. Many listings, excellent commission. Call for confidential interview. Household goods, furniture, appliances, sofa, chairs, dining set, good condition, reasonable. Call after 6 p.m. Bicycle, 10 speed, like new, must sell. Boat and motor, trailer, excellent condition, best offer. Lost, reward, call evenings. Antiques, dishes, glassware, oak furniture, clocks, primitives.: [634, 1380, 753, 1489]
section-heading: 187 Income Tax and Insurance: [386, 629, 505, 656]
column-9: [1004, 29, 1128, 1844]
ad-headline: ½ OFF: [910, 59, 973, 81]
section-heading: 166 Situations Wanted Female: [138, 602, 257, 629]
ad-headline: BICYCLES: [642, 601, 745, 624]
ad-body: Help wanted — Full and part time positions available, experience helpful but not necessary. Apply in person or call for appointment. Good salary, benefits, pleasant working conditions. Sales opportunity for ambitious person, we will train. Many listings, excellent commission. Call for confidential interview. Household goods, furniture, appliances, sofa, chairs, dining set, good condition, reasonable. Call after 6 p.m. Bicycle, 10 speed, like new, must sell. Boat and motor, trailer, excellent condition, best offer. Lost, reward, call evenings. Antiques, dishes, glassware, oak furniture, clocks, primitives.: [14, 1287, 133, 1396]
section-heading: 210 Appliances: [758, 801, 877, 817]
ad-body: Help wanted — Full and part time positions available, experience helpful but not necessary. Apply in person or call for appointment. Good salary, benefits, pleasant working conditions. Sales opportunity for ambitious person, we will train. Many listings, excellent commission. Call for confidential interview. Household goods, furniture, appliances, sofa, chairs, dining set, good condition, reasonable. Call after 6 p.m. Bicycle, 10 speed, like new, must sell. Boat and motor, trailer, excellent condition, best offer. Lost, reward, call evenings. Antiques, dishes, glassware, oak furniture, clocks, primitives.: [510, 63, 629, 172]
section-heading: 167 Situations Wanted Male Or Female: [138, 1321, 257, 1348]
ad-body: Help wanted — Full and part time positions available, experience helpful but not necessary. Apply in person or call for appointment. Good salary, benefits, pleasant working conditions. Sales opportunity for ambitious person, we will train. Many listings, excellent commission. Call for confidential interview. Household goods, furniture, appliances, sofa, chairs, dining set, good condition, reasonable. Call after 6 p.m. Bicycle, 10 speed, like new, must sell. Boat and motor, trailer, excellent condition, best offer. Lost, reward, call evenings. Antiques, dishes, glassware, oak furniture, clocks, primitives.: [262, 1143, 381, 1252]
ad-headline: BED-N-BUNK: [1037, 971, 1095, 982]
ad-body: Help wanted — Full and part time positions available, experience helpful but not necessary. Apply in person or call for appointment. Good salary, benefits, pleasant working conditions. Sales opportunity for ambitious person, we will train. Many listings, excellent commission. Call for confidential interview. Household goods, furniture, appliances, sofa, chairs, dining set, good condition, reasonable. Call after 6 p.m. Bicycle, 10 speed, like new, must sell. Boat and motor, trailer, excellent condition, best offer. Lost, reward, call evenings. Antiques, dishes, glassware, oak furniture, clocks, primitives.: [262, 1251, 381, 1360]
ad-body: Help wanted — Full and part time positions available, experience helpful but not necessary. Apply in person or call for appointment. Good salary, benefits, pleasant working conditions. Sales opportunity for ambitious person, we will train. Many listings, excellent commission. Call for confidential interview. Household goods, furniture, appliances, sofa, chairs, dining set, good condition, reasonable. Call after 6 p.m. Bicycle, 10 speed, like new, must sell. Boat and motor, trailer, excellent condition, best offer. Lost, reward, call evenings. Antiques, dishes, glassware, oak furniture, clocks, primitives.: [758, 1143, 877, 1252]
ad-headline: VERY CHEAP!: [1035, 290, 1097, 301]
ad-phone: 453-1874 485-7777: [406, 1155, 485, 1166]
ad-body: Help wanted — Full and part time positions available, experience helpful but not necessary. Apply in person or call for appointment. Good salary, benefits, pleasant working conditions. Sales opportunity for ambitious person, we will train. Many listings, excellent commission. Call for confidential interview. Household goods, furniture, appliances, sofa, chairs, dining set, good condition, reasonable. Call after 6 p.m. Bicycle, 10 speed, like new, must sell. Boat and motor, trailer, excellent condition, best offer. Lost, reward, call evenings. Antiques, dishes, glassware, oak furniture, clocks, primitives.: [882, 340, 1001, 449]
ad-body: Help wanted — Full and part time positions available, experience helpful but not necessary. Apply in person or call for appointment. Good salary, benefits, pleasant working conditions. Sales opportunity for ambitious person, we will train. Many listings, excellent commission. Call for confidential interview. Household goods, furniture, appliances, sofa, chairs, dining set, good condition, reasonable. Call after 6 p.m. Bicycle, 10 speed, like new, must sell. Boat and motor, trailer, excellent condition, best offer. Lost, reward, call evenings. Antiques, dishes, glassware, oak furniture, clocks, primitives.: [262, 60, 381, 168]
ad-headline: INTERESTED IN A CAREER IN REAL ESTATE?: [34, 214, 113, 246]
ad-body: Help wanted — Full and part time positions available, experience helpful but not necessary. Apply in person or call for appointment. Good salary, benefits, pleasant working conditions. Sales opportunity for ambitious person, we will train. Many listings, excellent commission. Call for confidential interview. Household goods, furniture, appliances, sofa, chairs, dining set, good condition, reasonable. Call after 6 p.m. Bicycle, 10 speed, like new, must sell. Boat and motor, trailer, excellent condition, best offer. Lost, reward, call evenings. Antiques, dishes, glassware, oak furniture, clocks, primitives.: [138, 1597, 257, 1706]
ad-body: Help wanted — Full and part time positions available, experience helpful but not necessary. Apply in person or call for appointment. Good salary, benefits, pleasant working conditions. Sales opportunity for ambitious person, we will train. Many listings, excellent commission. Call for confidential interview. Household goods, furniture, appliances, sofa, chairs, dining set, good condition, reasonable. Call after 6 p.m. Bicycle, 10 speed, like new, must sell. Boat and motor, trailer, excellent condition, best offer. Lost, reward, call evenings. Antiques, dishes, glassware, oak furniture, clocks, primitives.: [14, 1163, 133, 1271]
section-heading: 200 Antiques For Sale: [386, 768, 505, 784]
ad-headline: Associated Tutors: [282, 1542, 361, 1553]
ad-headline: FARMINGTON K of C HALL: [387, 50, 504, 60]
ad-headline: AUCTIONS: [546, 938, 593, 949]
ad-headline: ART AUCTION: [399, 1471, 492, 1516]
ad-body: Help wanted — Full and part time positions available, experience helpful but not necessary. Apply in person or call for appointment. Good salary, benefits, pleasant working conditions. Sales opportunity for ambitious person, we will train. Many listings, excellent commission. Call for confidential interview. Household goods, furniture, appliances, sofa, chairs, dining set, good condition, reasonable. Call after 6 p.m. Bicycle, 10 speed, like new, must sell. Boat and motor, trailer, excellent condition, best offer. Lost, reward, call evenings. Antiques, dishes, glassware, oak furniture, clocks, primitives.: [19, 1431, 128, 1547]
ad-date: Sun., April 28: [416, 1518, 475, 1529]
section-heading: 211 Household Goods: [1006, 31, 1126, 47]
section-heading: 206 Business and Office Equipment: [758, 395, 877, 422]
ad-headline: Bloomfield Village: [890, 451, 993, 467]
ad-body: Help wanted — Full and part time positions available, experience helpful but not necessary. Apply in person or call for appointment. Good salary, benefits, pleasant working conditions. Sales opportunity for ambitious person, we will train. Many listings, excellent commission. Call for confidential interview. Household goods, furniture, appliances, sofa, chairs, dining set, good condition, reasonable. Call after 6 p.m. Bicycle, 10 speed, like new, must sell. Boat and motor, trailer, excellent condition, best offer. Lost, reward, call evenings. Antiques, dishes, glassware, oak furniture, clocks, primitives.: [634, 763, 753, 872]
ad-body: Help wanted — Full and part time positions available, experience helpful but not necessary. Apply in person or call for appointment. Good salary, benefits, pleasant working conditions. Sales opportunity for ambitious person, we will train. Many listings, excellent commission. Call for confidential interview. Household goods, furniture, appliances, sofa, chairs, dining set, good condition, reasonable. Call after 6 p.m. Bicycle, 10 speed, like new, must sell. Boat and motor, trailer, excellent condition, best offer. Lost, reward, call evenings. Antiques, dishes, glassware, oak furniture, clocks, primitives.: [386, 63, 505, 172]
classified-columns: [12, 29, 1128, 2012]
ad-body: Help wanted — Full and part time positions available, experience helpful but not necessary. Apply in person or call for appointment. Good salary, benefits, pleasant working conditions. Sales opportunity for ambitious person, we will train. Many listings, excellent commission. Call for confidential interview. Household goods, furniture, appliances, sofa, chairs, dining set, good condition, reasonable. Call after 6 p.m. Bicycle, 10 speed, like new, must sell. Boat and motor, trailer, excellent condition, best offer. Lost, reward, call evenings. Antiques, dishes, glassware, oak furniture, clocks, primitives.: [138, 1103, 257, 1211]
ad-body: Help wanted — Full and part time positions available, experience helpful but not necessary. Apply in person or call for appointment. Good salary, benefits, pleasant working conditions. Sales opportunity for ambitious person, we will train. Many listings, excellent commission. Call for confidential interview. Household goods, furniture, appliances, sofa, chairs, dining set, good condition, reasonable. Call after 6 p.m. Bicycle, 10 speed, like new, must sell. Boat and motor, trailer, excellent condition, best offer. Lost, reward, call evenings. Antiques, dishes, glassware, oak furniture, clocks, primitives.: [386, 1177, 505, 1286]
ad-body: Help wanted — Full and part time positions available, experience helpful but not necessary. Apply in person or call for appointment. Good salary, benefits, pleasant working conditions. Sales opportunity for ambitious person, we will train. Many listings, excellent commission. Call for confidential interview. Household goods, furniture, appliances, sofa, chairs, dining set, good condition, reasonable. Call after 6 p.m. Bicycle, 10 speed, like new, must sell. Boat and motor, trailer, excellent condition, best offer. Lost, reward, call evenings. Antiques, dishes, glassware, oak furniture, clocks, primitives.: [138, 276, 257, 384]
ad-headline: ART: [535, 903, 604, 937]
section-heading: 176 Lost and Found: [262, 1125, 381, 1141]
ad-headline: ANTIQUES: [546, 731, 593, 742]
ad-headline: PUBLIC NOTICE: [534, 891, 605, 902]
section-heading: 211 Household Goods: [758, 1253, 877, 1269]
section-heading: 209 Farm Produce: [758, 673, 877, 689]
ad-body: Help wanted — Full and part time positions available, experience helpful but not necessary. Apply in person or call for appointment. Good salary, benefits, pleasant working conditions. Sales opportunity for ambitious person, we will train. Many listings, excellent commission. Call for confidential interview. Household goods, furniture, appliances, sofa, chairs, dining set, good condition, reasonable. Call after 6 p.m. Bicycle, 10 speed, like new, must sell. Boat and motor, trailer, excellent condition, best offer. Lost, reward, call evenings. Antiques, dishes, glassware, oak furniture, clocks, primitives.: [386, 786, 505, 895]
ad-body: Help wanted — Full and part time positions available, experience helpful but not necessary. Apply in person or call for appointment. Good salary, benefits, pleasant working conditions. Sales opportunity for ambitious person, we will train. Many listings, excellent commission. Call for confidential interview. Household goods, furniture, appliances, sofa, chairs, dining set, good condition, reasonable. Call after 6 p.m. Bicycle, 10 speed, like new, must sell. Boat and motor, trailer, excellent condition, best offer. Lost, reward, call evenings. Antiques, dishes, glassware, oak furniture, clocks, primitives.: [390, 1320, 501, 1436]
section-heading: 203 Boats and Motors: [758, 31, 877, 47]
ad-headline: TUTORING BY PROFESSIONALS: [282, 1518, 360, 1540]
column-6: [632, 29, 756, 1844]
section-heading: 163 Male or Female Help Sales: [14, 31, 133, 58]
section-heading: 174 Entertainment: [262, 761, 381, 777]
ad-headline: Golden Opportunity REAL ESTATE SALES: [26, 1407, 121, 1429]
ad-body: Help wanted — Full and part time positions available, experience helpful but not necessary. Apply in person or call for appointment. Good salary, benefits, pleasant working conditions. Sales opportunity for ambitious person, we will train. Many listings, excellent commission. Call for confidential interview. Household goods, furniture, appliances, sofa, chairs, dining set, good condition, reasonable. Call after 6 p.m. Bicycle, 10 speed, like new, must sell. Boat and motor, trailer, excellent condition, best offer. Lost, reward, call evenings. Antiques, dishes, glassware, oak furniture, clocks, primitives.: [510, 279, 629, 388]
ad-body: Help wanted — Full and part time positions available, experience helpful but not necessary. Apply in person or call for appointment. Good salary, benefits, pleasant working conditions. Sales opportunity for ambitious person, we will train. Many listings, excellent commission. Call for confidential interview. Household goods, furniture, appliances, sofa, chairs, dining set, good condition, reasonable. Call after 6 p.m. Bicycle, 10 speed, like new, must sell. Boat and motor, trailer, excellent condition, best offer. Lost, reward, call evenings. Antiques, dishes, glassware, oak furniture, clocks, primitives.: [14, 522, 133, 631]
section-heading: 208 Garden and Farm Equipment: [758, 534, 877, 561]
ad-body: Help wanted — Full and part time positions available, experience helpful but not necessary. Apply in person or call for appointment. Good salary, benefits, pleasant working conditions. Sales opportunity for ambitious person, we will train. Many listings, excellent commission. Call for confidential interview. Household goods, furniture, appliances, sofa, chairs, dining set, good condition, reasonable. Call after 6 p.m. Bicycle, 10 speed, like new, must sell. Boat and motor, trailer, excellent condition, best offer. Lost, reward, call evenings. Antiques, dishes, glassware, oak furniture, clocks, primitives.: [510, 171, 629, 280]
ad-body: Help wanted — Full and part time positions available, experience helpful but not necessary. Apply in person or call for appointment. Good salary, benefits, pleasant working conditions. Sales opportunity for ambitious person, we will train. Many listings, excellent commission. Call for confidential interview. Household goods, furniture, appliances, sofa, chairs, dining set, good condition, reasonable. Call after 6 p.m. Bicycle, 10 speed, like new, must sell. Boat and motor, trailer, excellent condition, best offer. Lost, reward, call evenings. Antiques, dishes, glassware, oak furniture, clocks, primitives.: [138, 384, 257, 492]
ad-headline: Fashion Service Inc: [155, 1869, 240, 1880]
section-heading: 201 Auction Sales: [386, 1444, 505, 1460]
chamberlain-logo: chamberlain: [19, 372, 128, 395]
ad-body: Help wanted — Full and part time positions available, experience helpful but not necessary. Apply in person or call for appointment. Good salary, benefits, pleasant working conditions. Sales opportunity for ambitious person, we will train. Many listings, excellent commission. Call for confidential interview. Household goods, furniture, appliances, sofa, chairs, dining set, good condition, reasonable. Call after 6 p.m. Bicycle, 10 speed, like new, must sell. Boat and motor, trailer, excellent condition, best offer. Lost, reward, call evenings. Antiques, dishes, glassware, oak furniture, clocks, primitives.: [386, 658, 505, 767]
column-4: [384, 29, 508, 1844]
ad-body: Help wanted — Full and part time positions available, experience helpful but not necessary. Apply in person or call for appointment. Good salary, benefits, pleasant working conditions. Sales opportunity for ambitious person, we will train. Many listings, excellent commission. Call for confidential interview. Household goods, furniture, appliances, sofa, chairs, dining set, good condition, reasonable. Call after 6 p.m. Bicycle, 10 speed, like new, must sell. Boat and motor, trailer, excellent condition, best offer. Lost, reward, call evenings. Antiques, dishes, glassware, oak furniture, clocks, primitives.: [1006, 607, 1126, 716]
section-heading: 166 Situations Wanted Female: [262, 386, 381, 413]
ad-body: Help wanted — Full and part time positions available, experience helpful but not necessary. Apply in person or call for appointment. Good salary, benefits, pleasant working conditions. Sales opportunity for ambitious person, we will train. Many listings, excellent commission. Call for confidential interview. Household goods, furniture, appliances, sofa, chairs, dining set, good condition, reasonable. Call after 6 p.m. Bicycle, 10 speed, like new, must sell. Boat and motor, trailer, excellent condition, best offer. Lost, reward, call evenings. Antiques, dishes, glassware, oak furniture, clocks, primitives.: [138, 995, 257, 1103]
section-heading: 168 Education-Instruction: [138, 1460, 257, 1487]
section-heading: 175 Personals: [262, 889, 381, 905]
ad-body: Help wanted — Full and part time positions available, experience helpful but not necessary. Apply in person or call for appointment. Good salary, benefits, pleasant working conditions. Sales opportunity for ambitious person, we will train. Many listings, excellent commission. Call for confidential interview. Household goods, furniture, appliances, sofa, chairs, dining set, good condition, reasonable. Call after 6 p.m. Bicycle, 10 speed, like new, must sell. Boat and motor, trailer, excellent condition, best offer. Lost, reward, call evenings. Antiques, dishes, glassware, oak furniture, clocks, primitives.: [882, 577, 1001, 686]
ad-headline: MOVING?: [1019, 548, 1113, 571]
ad-body: Help wanted — Full and part time positions available, experience helpful but not necessary. Apply in person or call for appointment. Good salary, benefits, pleasant working conditions. Sales opportunity for ambitious person, we will train. Many listings, excellent commission. Call for confidential interview. Household goods, furniture, appliances, sofa, chairs, dining set, good condition, reasonable. Call after 6 p.m. Bicycle, 10 speed, like new, must sell. Boat and motor, trailer, excellent condition, best offer. Lost, reward, call evenings. Antiques, dishes, glassware, oak furniture, clocks, primitives.: [390, 1037, 501, 1153]
ad-body: Help wanted — Full and part time positions available, experience helpful but not necessary. Apply in person or call for appointment. Good salary, benefits, pleasant working conditions. Sales opportunity for ambitious person, we will train. Many listings, excellent commission. Call for confidential interview. Household goods, furniture, appliances, sofa, chairs, dining set, good condition, reasonable. Call after 6 p.m. Bicycle, 10 speed, like new, must sell. Boat and motor, trailer, excellent condition, best offer. Lost, reward, call evenings. Antiques, dishes, glassware, oak furniture, clocks, primitives.: [391, 505, 500, 621]
ad-body: Help wanted — Full and part time positions available, experience helpful but not necessary. Apply in person or call for appointment. Good salary, benefits, pleasant working conditions. Sales opportunity for ambitious person, we will train. Many listings, excellent commission. Call for confidential interview. Household goods, furniture, appliances, sofa, chairs, dining set, good condition, reasonable. Call after 6 p.m. Bicycle, 10 speed, like new, must sell. Boat and motor, trailer, excellent condition, best offer. Lost, reward, call evenings. Antiques, dishes, glassware, oak furniture, clocks, primitives.: [882, 901, 1001, 1010]
ad-body: Help wanted — Full and part time positions available, experience helpful but not necessary. Apply in person or call for appointment. Good salary, benefits, pleasant working conditions. Sales opportunity for ambitious person, we will train. Many listings, excellent commission. Call for confidential interview. Household goods, furniture, appliances, sofa, chairs, dining set, good condition, reasonable. Call after 6 p.m. Bicycle, 10 speed, like new, must sell. Boat and motor, trailer, excellent condition, best offer. Lost, reward, call evenings. Antiques, dishes, glassware, oak furniture, clocks, primitives.: [138, 1350, 257, 1459]
ad-body: Help wanted — Full and part time positions available, experience helpful but not necessary. Apply in person or call for appointment. Good salary, benefits, pleasant working conditions. Sales opportunity for ambitious person, we will train. Many listings, excellent commission. Call for confidential interview. Household goods, furniture, appliances, sofa, chairs, dining set, good condition, reasonable. Call after 6 p.m. Bicycle, 10 speed, like new, must sell. Boat and motor, trailer, excellent condition, best offer. Lost, reward, call evenings. Antiques, dishes, glassware, oak furniture, clocks, primitives.: [1011, 304, 1121, 420]
ad-body: Help wanted — Full and part time positions available, experience helpful but not necessary. Apply in person or call for appointment. Good salary, benefits, pleasant working conditions. Sales opportunity for ambitious person, we will train. Many listings, excellent commission. Call for confidential interview. Household goods, furniture, appliances, sofa, chairs, dining set, good condition, reasonable. Call after 6 p.m. Bicycle, 10 speed, like new, must sell. Boat and motor, trailer, excellent condition, best offer. Lost, reward, call evenings. Antiques, dishes, glassware, oak furniture, clocks, primitives.: [262, 1015, 381, 1124]
libby-logo: LIBBY: [39, 633, 108, 654]
ad-body: Help wanted — Full and part time positions available, experience helpful but not necessary. Apply in person or call for appointment. Good salary, benefits, pleasant working conditions. Sales opportunity for ambitious person, we will train. Many listings, excellent commission. Call for confidential interview. Household goods, furniture, appliances, sofa, chairs, dining set, good condition, reasonable. Call after 6 p.m. Bicycle, 10 speed, like new, must sell. Boat and motor, trailer, excellent condition, best offer. Lost, reward, call evenings. Antiques, dishes, glassware, oak furniture, clocks, primitives.: [138, 1211, 257, 1320]
ad-body: Help wanted — Full and part time positions available, experience helpful but not necessary. Apply in person or call for appointment. Good salary, benefits, pleasant working conditions. Sales opportunity for ambitious person, we will train. Many listings, excellent commission. Call for confidential interview. Household goods, furniture, appliances, sofa, chairs, dining set, good condition, reasonable. Call after 6 p.m. Bicycle, 10 speed, like new, must sell. Boat and motor, trailer, excellent condition, best offer. Lost, reward, call evenings. Antiques, dishes, glassware, oak furniture, clocks, primitives.: [882, 685, 1001, 794]
ad-headline: MARION & IRENE: [1028, 573, 1104, 584]
ad-body: Help wanted — Full and part time positions available, experience helpful but not necessary. Apply in person or call for appointment. Good salary, benefits, pleasant working conditions. Sales opportunity for ambitious person, we will train. Many listings, excellent commission. Call for confidential interview. Household goods, furniture, appliances, sofa, chairs, dining set, good condition, reasonable. Call after 6 p.m. Bicycle, 10 speed, like new, must sell. Boat and motor, trailer, excellent condition, best offer. Lost, reward, call evenings. Antiques, dishes, glassware, oak furniture, clocks, primitives.: [138, 1489, 257, 1598]
ad-body: Help wanted — Full and part time positions available, experience helpful but not necessary. Apply in person or call for appointment. Good salary, benefits, pleasant working conditions. Sales opportunity for ambitious person, we will train. Many listings, excellent commission. Call for confidential interview. Household goods, furniture, appliances, sofa, chairs, dining set, good condition, reasonable. Call after 6 p.m. Bicycle, 10 speed, like new, must sell. Boat and motor, trailer, excellent condition, best offer. Lost, reward, call evenings. Antiques, dishes, glassware, oak furniture, clocks, primitives.: [634, 1596, 753, 1705]
ad-body: Help wanted — Full and part time positions available, experience helpful but not necessary. Apply in person or call for appointment. Good salary, benefits, pleasant working conditions. Sales opportunity for ambitious person, we will train. Many listings, excellent commission. Call for confidential interview. Household goods, furniture, appliances, sofa, chairs, dining set, good condition, reasonable. Call after 6 p.m. Bicycle, 10 speed, like new, must sell. Boat and motor, trailer, excellent condition, best offer. Lost, reward, call evenings. Antiques, dishes, glassware, oak furniture, clocks, primitives.: [510, 758, 629, 867]
ad-body: Help wanted — Full and part time positions available, experience helpful but not necessary. Apply in person or call for appointment. Good salary, benefits, pleasant working conditions. Sales opportunity for ambitious person, we will train. Many listings, excellent commission. Call for confidential interview. Household goods, furniture, appliances, sofa, chairs, dining set, good condition, reasonable. Call after 6 p.m. Bicycle, 10 speed, like new, must sell. Boat and motor, trailer, excellent condition, best offer. Lost, reward, call evenings. Antiques, dishes, glassware, oak furniture, clocks, primitives.: [1010, 848, 1122, 957]
ad-headline: UNFINISHED FURNITURE: [913, 84, 969, 105]
ad-body: Help wanted — Full and part time positions available, experience helpful but not necessary. Apply in person or call for appointment. Good salary, benefits, pleasant working conditions. Sales opportunity for ambitious person, we will train. Many listings, excellent commission. Call for confidential interview. Household goods, furniture, appliances, sofa, chairs, dining set, good condition, reasonable. Call after 6 p.m. Bicycle, 10 speed, like new, must sell. Boat and motor, trailer, excellent condition, best offer. Lost, reward, call evenings. Antiques, dishes, glassware, oak furniture, clocks, primitives.: [262, 543, 381, 652]
ad-body: Help wanted — Full and part time positions available, experience helpful but not necessary. Apply in person or call for appointment. Good salary, benefits, pleasant working conditions. Sales opportunity for ambitious person, we will train. Many listings, excellent commission. Call for confidential interview. Household goods, furniture, appliances, sofa, chairs, dining set, good condition, reasonable. Call after 6 p.m. Bicycle, 10 speed, like new, must sell. Boat and motor, trailer, excellent condition, best offer. Lost, reward, call evenings. Antiques, dishes, glassware, oak furniture, clocks, primitives.: [1006, 49, 1126, 157]
